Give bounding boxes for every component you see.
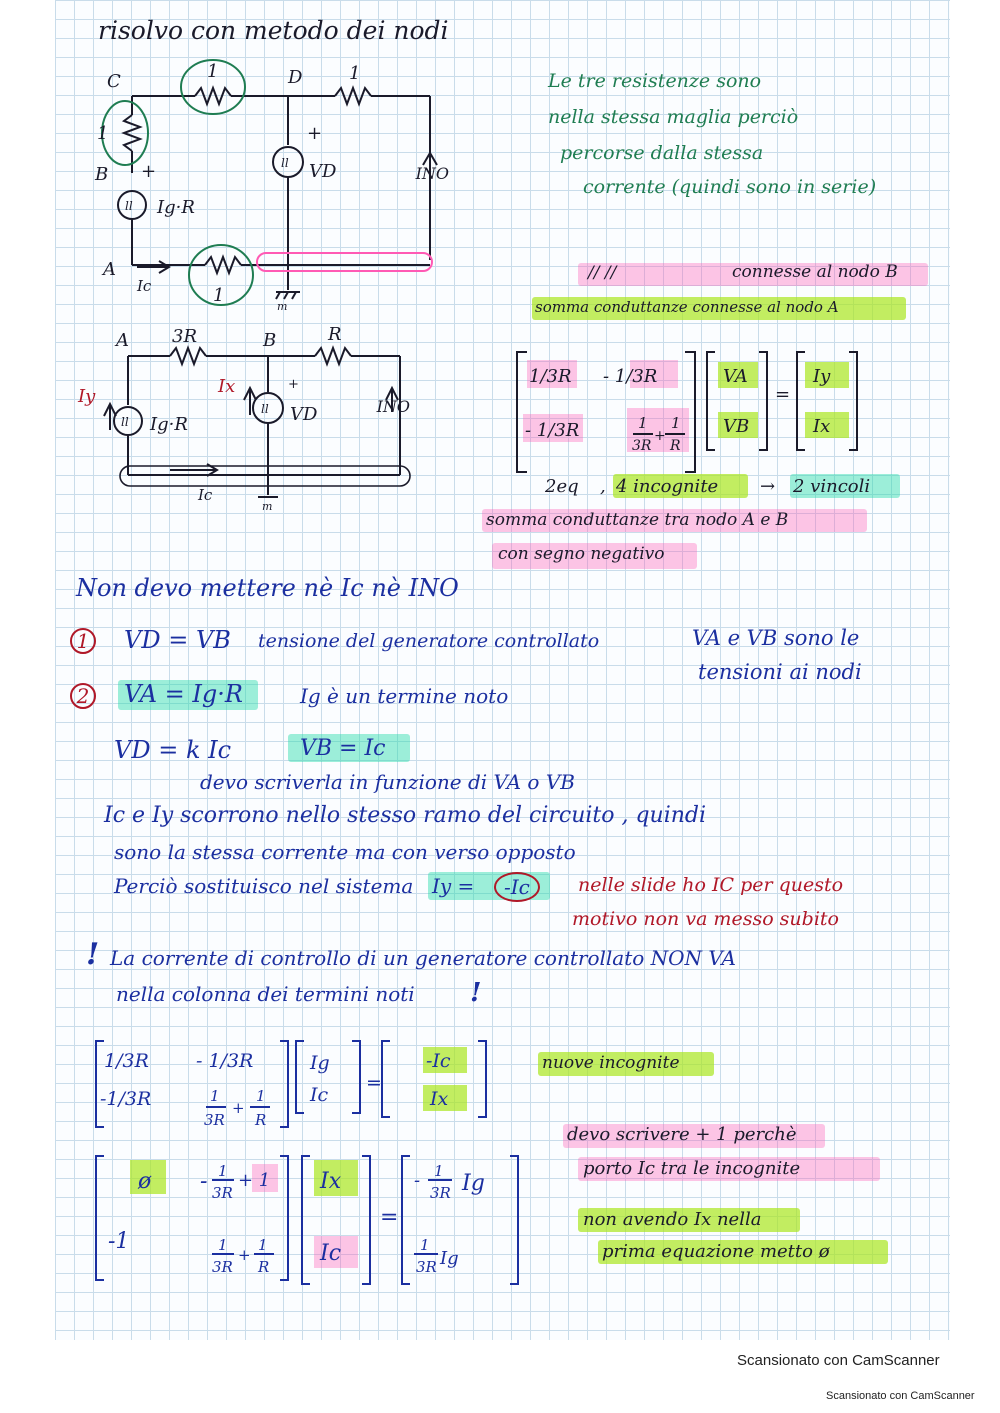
node-c-label: C [107, 71, 121, 92]
resistor-cd-value: 1 [207, 61, 219, 82]
circuit-diagram-2 [70, 320, 420, 520]
generator-a-label: Ig·R [150, 414, 188, 435]
node-a-label: A [103, 259, 116, 280]
note-voltages-line2: tensioni ai nodi [698, 660, 862, 684]
circuit-diagram-1 [85, 55, 455, 315]
matrix1-eq: = [775, 384, 791, 405]
node-b-label: B [95, 164, 109, 185]
eq-count-equations: 2eq [545, 476, 579, 497]
note-voltages-line1: VA e VB sono le [692, 626, 860, 650]
equation-vd-vb: VD = VB [124, 626, 231, 654]
matrix1-a21: - 1/3R [525, 420, 580, 441]
matrix2-a11: 1/3R [104, 1050, 149, 1072]
equation-minus-ic-circled: -Ic [494, 872, 540, 902]
paragraph-line3: Perciò sostituisco nel sistema [114, 874, 414, 898]
matrix3-plus: + [238, 1246, 251, 1264]
ground-mark: m [277, 300, 288, 313]
matrix3-a12-minus: - [200, 1169, 208, 1194]
note-resistances-line4: corrente (quindi sono in serie) [583, 176, 877, 198]
matrix3-b1-tail: Ig [462, 1171, 485, 1196]
matrix2-a22-num2: 1 [256, 1087, 266, 1105]
resistor-ab-value: 3R [172, 326, 198, 347]
note-m3-line4: prima equazione metto ø [602, 1241, 830, 1262]
matrix-3 [88, 1150, 528, 1290]
resistor-bottom-value: 1 [213, 285, 225, 306]
current-iy-label: Iy [78, 386, 96, 407]
current-ic-label: Ic [198, 486, 213, 504]
matrix2-a22-den: 3R [204, 1111, 225, 1129]
equation-vd-kic: VD = k Ic [114, 736, 232, 764]
ground-mark: m [262, 500, 273, 513]
matrix3-a22-den2: R [258, 1258, 270, 1276]
plus-sign: + [288, 377, 299, 392]
plus-sign: + [141, 161, 157, 182]
resistor-right-value: 1 [349, 63, 361, 84]
matrix3-b2-num: 1 [420, 1236, 430, 1254]
matrix1-b2: Ix [813, 416, 831, 437]
note-slides-line1: nelle slide ho IC per questo [578, 874, 844, 896]
matrix2-plus: + [232, 1099, 245, 1117]
matrix1-x1: VA [723, 366, 748, 387]
matrix3-a11: ø [138, 1169, 152, 1194]
item-number-1: 1 [70, 628, 96, 654]
node-b-label: B [263, 330, 277, 351]
plus-sign: + [307, 123, 323, 144]
resistor-right-value: R [328, 324, 342, 345]
equation-ig-known: Ig è un termine noto [300, 684, 509, 708]
ditto-marks: // // [588, 263, 617, 283]
note-resistances-line1: Le tre resistenze sono [548, 70, 762, 92]
matrix1-a12: - 1/3R [603, 366, 658, 387]
note-negative-sign: con segno negativo [498, 544, 665, 564]
matrix3-eq: = [380, 1205, 399, 1230]
current-ino-label: INO [376, 397, 410, 416]
current-ino-label: INO [415, 164, 449, 183]
note-resistances-line2: nella stessa maglia perciò [548, 106, 799, 128]
generator-d-label: VD [309, 161, 337, 182]
note-new-unknowns: nuove incognite [542, 1053, 680, 1073]
note-m3-line2: porto Ic tra le incognite [583, 1158, 801, 1179]
current-ic-label: Ic [137, 277, 152, 295]
warning-line2: nella colonna dei termini noti [116, 982, 415, 1006]
note-node-a: somma conduttanze connesse al nodo A [535, 298, 839, 316]
matrix1-a22-num: 1 [638, 414, 648, 432]
page-title: risolvo con metodo dei nodi [98, 16, 449, 45]
node-a-label: A [116, 330, 129, 351]
matrix3-a22-den: 3R [212, 1258, 233, 1276]
matrix3-a22-num: 1 [218, 1236, 228, 1254]
resistor-left-value: 1 [97, 123, 109, 144]
matrix2-a12: - 1/3R [196, 1050, 254, 1072]
matrix3-b1-den: 3R [430, 1184, 451, 1202]
heading-no-ic: Non devo mettere nè Ic nè INO [76, 574, 459, 602]
matrix3-a12-tail: + 1 [238, 1170, 271, 1191]
matrix2-x2: Ic [310, 1084, 329, 1106]
matrix3-b2-den: 3R [416, 1258, 437, 1276]
paragraph-line1: Ic e Iy scorrono nello stesso ramo del circuito , quindi [104, 803, 707, 828]
note-m3-line1: devo scrivere + 1 perchè [567, 1124, 797, 1145]
matrix2-a21: -1/3R [100, 1088, 152, 1110]
matrix3-a12-den: 3R [212, 1184, 233, 1202]
warning-line1: La corrente di controllo di un generatore controllato NON VA [110, 946, 736, 970]
matrix3-x1: Ix [320, 1169, 342, 1194]
matrix1-a22-den2: R [670, 438, 681, 454]
matrix2-x1: Ig [310, 1052, 330, 1074]
warning-exclamation: ! [470, 978, 482, 1008]
camscanner-watermark: Scansionato con CamScanner [737, 1352, 940, 1369]
matrix-2 [90, 1035, 510, 1145]
generator-b-label: Ig·R [157, 197, 195, 218]
generator-symbol: ll [281, 156, 289, 170]
matrix3-a22-num2: 1 [258, 1236, 268, 1254]
matrix3-a12-num: 1 [218, 1162, 228, 1180]
eq-count-unknowns: 4 incognite [616, 476, 719, 497]
current-ix-label: Ix [218, 376, 236, 397]
matrix2-a22-den2: R [255, 1111, 267, 1129]
matrix1-b1: Iy [813, 366, 831, 387]
camscanner-watermark-small: Scansionato con CamScanner [826, 1390, 975, 1402]
generator-symbol: ll [121, 415, 129, 429]
matrix2-a22-num: 1 [210, 1087, 220, 1105]
generator-symbol: ll [125, 199, 133, 213]
matrix2-b2: Ix [430, 1088, 449, 1110]
matrix2-eq: = [366, 1072, 382, 1094]
note-resistances-line3: percorse dalla stessa [560, 142, 764, 164]
matrix1-x2: VB [723, 416, 750, 437]
item-number-2: 2 [70, 683, 96, 709]
note-sum-conductances: somma conduttanze tra nodo A e B [486, 510, 789, 530]
matrix3-b2-tail: Ig [440, 1248, 459, 1269]
note-node-b: connesse al nodo B [732, 262, 898, 282]
equation-vb-ic: VB = Ic [300, 736, 386, 761]
note-slides-line2: motivo non va messo subito [572, 908, 839, 930]
paragraph-line2: sono la stessa corrente ma con verso opposto [114, 840, 576, 864]
generator-symbol: ll [261, 402, 269, 416]
warning-exclamation: ! [86, 937, 100, 972]
matrix1-plus: + [654, 428, 666, 444]
generator-b-label: VD [290, 404, 318, 425]
eq-count-arrow: → [760, 476, 776, 497]
equation-vd-description: tensione del generatore controllato [258, 630, 600, 652]
node-d-label: D [288, 67, 303, 88]
matrix3-a21: -1 [108, 1229, 130, 1254]
note-write-function: devo scriverla in funzione di VA o VB [200, 770, 575, 794]
note-m3-line3: non avendo Ix nella [583, 1209, 762, 1230]
matrix1-a22-den: 3R [632, 438, 652, 454]
matrix3-b1-minus: - [414, 1170, 421, 1191]
matrix2-b1: -Ic [426, 1050, 451, 1072]
equation-iy: Iy = [432, 874, 475, 898]
matrix1-a22-num2: 1 [671, 414, 681, 432]
comma: , [600, 476, 606, 497]
matrix3-x2: Ic [320, 1241, 342, 1266]
eq-count-constraints: 2 vincoli [793, 476, 871, 497]
matrix1-a11: 1/3R [529, 366, 572, 387]
equation-va-igr: VA = Ig·R [124, 680, 243, 708]
matrix3-b1-num: 1 [434, 1162, 444, 1180]
